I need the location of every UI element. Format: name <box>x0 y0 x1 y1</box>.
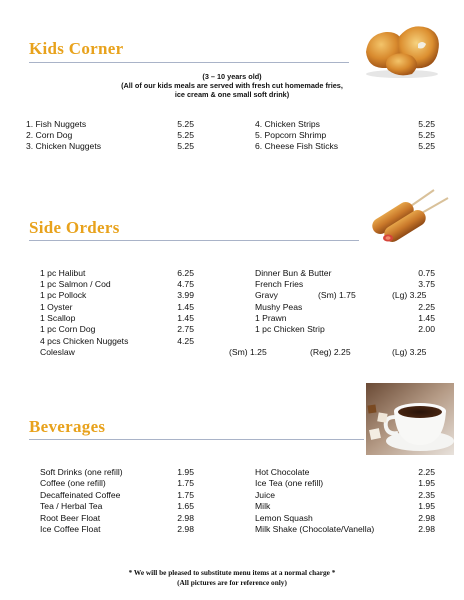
menu-item-name: Root Beer Float <box>40 513 101 523</box>
menu-item-name: 3. Chicken Nuggets <box>26 141 101 151</box>
menu-item-name: 4 pcs Chicken Nuggets <box>40 336 129 346</box>
coffee-cup-photo <box>366 383 454 455</box>
menu-item-price: 5.25 <box>177 130 194 140</box>
gravy-small-price: (Sm) 1.75 <box>318 290 356 300</box>
menu-item-price: 6.25 <box>177 268 194 278</box>
menu-item-price: 1.45 <box>177 313 194 323</box>
menu-item-name: 2. Corn Dog <box>26 130 73 140</box>
menu-item-name: 1 Scallop <box>40 313 76 323</box>
menu-item-name: 1 pc Chicken Strip <box>255 324 325 334</box>
menu-item-name: 5. Popcorn Shrimp <box>255 130 327 140</box>
coleslaw-regular-price: (Reg) 2.25 <box>310 347 351 357</box>
menu-item-price: 5.25 <box>418 119 435 129</box>
menu-item-name: Milk <box>255 501 271 511</box>
coleslaw-large-price: (Lg) 3.25 <box>392 347 427 357</box>
menu-item-price: 2.25 <box>418 302 435 312</box>
menu-item-price: 1.45 <box>418 313 435 323</box>
gravy-large-price: (Lg) 3.25 <box>392 290 427 300</box>
menu-item-name: Ice Tea (one refill) <box>255 478 324 488</box>
menu-item-name: 1 pc Corn Dog <box>40 324 96 334</box>
menu-item-name: French Fries <box>255 279 304 289</box>
pictures-disclaimer: (All pictures are for reference only) <box>177 578 287 587</box>
menu-item-price: 3.99 <box>177 290 194 300</box>
side-orders-title: Side Orders <box>29 218 120 237</box>
menu-item-name: 4. Chicken Strips <box>255 119 320 129</box>
menu-item-price: 1.75 <box>177 490 194 500</box>
menu-item-name: 1 Prawn <box>255 313 287 323</box>
menu-item-name: 1. Fish Nuggets <box>26 119 87 129</box>
menu-item-name: Coffee (one refill) <box>40 478 106 488</box>
menu-item-price: 1.95 <box>418 478 435 488</box>
menu-item-price: 2.75 <box>177 324 194 334</box>
menu-item-price: 2.98 <box>418 513 435 523</box>
coleslaw-name: Coleslaw <box>40 347 75 357</box>
menu-item-name: 1 pc Salmon / Cod <box>40 279 111 289</box>
menu-item-name: Mushy Peas <box>255 302 303 312</box>
kids-meal-note-1: (All of our kids meals are served with fresh cut homemade fries, <box>121 81 343 90</box>
menu-item-name: 1 pc Halibut <box>40 268 86 278</box>
menu-item-price: 5.25 <box>177 141 194 151</box>
menu-item-price: 2.35 <box>418 490 435 500</box>
menu-item-name: Milk Shake (Chocolate/Vanella) <box>255 524 375 534</box>
corn-dog-photo <box>368 186 452 248</box>
menu-item-price: 5.25 <box>177 119 194 129</box>
menu-item-price: 1.75 <box>177 478 194 488</box>
menu-item-price: 3.75 <box>418 279 435 289</box>
menu-item-price: 1.65 <box>177 501 194 511</box>
beverages-title: Beverages <box>29 417 106 436</box>
kids-corner-title: Kids Corner <box>29 39 124 58</box>
menu-item-name: Hot Chocolate <box>255 467 310 477</box>
menu-item-name: Lemon Squash <box>255 513 313 523</box>
menu-item-name: Ice Coffee Float <box>40 524 101 534</box>
menu-item-price: 0.75 <box>418 268 435 278</box>
menu-item-price: 2.98 <box>177 524 194 534</box>
menu-item-name: Soft Drinks (one refill) <box>40 467 123 477</box>
coleslaw-small-price: (Sm) 1.25 <box>229 347 267 357</box>
menu-item-price: 4.25 <box>177 336 194 346</box>
kids-corner-rule <box>29 62 349 63</box>
menu-item-name: 6. Cheese Fish Sticks <box>255 141 339 151</box>
menu-item-price: 1.95 <box>418 501 435 511</box>
kids-meal-note-2: ice cream & one small soft drink) <box>174 90 290 99</box>
menu-item-name: Tea / Herbal Tea <box>40 501 103 511</box>
substitution-note: * We will be pleased to substitute menu items at a normal charge * <box>128 568 336 577</box>
menu-item-name: 1 pc Pollock <box>40 290 87 300</box>
menu-item-price: 1.45 <box>177 302 194 312</box>
menu-item-price: 5.25 <box>418 130 435 140</box>
menu-item-price: 2.25 <box>418 467 435 477</box>
chicken-nuggets-photo <box>358 18 446 80</box>
menu-item-price: 1.95 <box>177 467 194 477</box>
menu-item-price: 4.75 <box>177 279 194 289</box>
menu-item-name: Dinner Bun & Butter <box>255 268 332 278</box>
menu-item-price: 2.98 <box>177 513 194 523</box>
menu-item-price: 2.00 <box>418 324 435 334</box>
menu-item-name: Gravy <box>255 290 278 300</box>
menu-item-price: 2.98 <box>418 524 435 534</box>
kids-age-note: (3 – 10 years old) <box>202 72 262 81</box>
menu-item-name: Decaffeinated Coffee <box>40 490 121 500</box>
menu-item-price: 5.25 <box>418 141 435 151</box>
menu-item-name: Juice <box>255 490 276 500</box>
beverages-rule <box>29 439 364 440</box>
menu-item-name: 1 Oyster <box>40 302 73 312</box>
side-orders-rule <box>29 240 359 241</box>
